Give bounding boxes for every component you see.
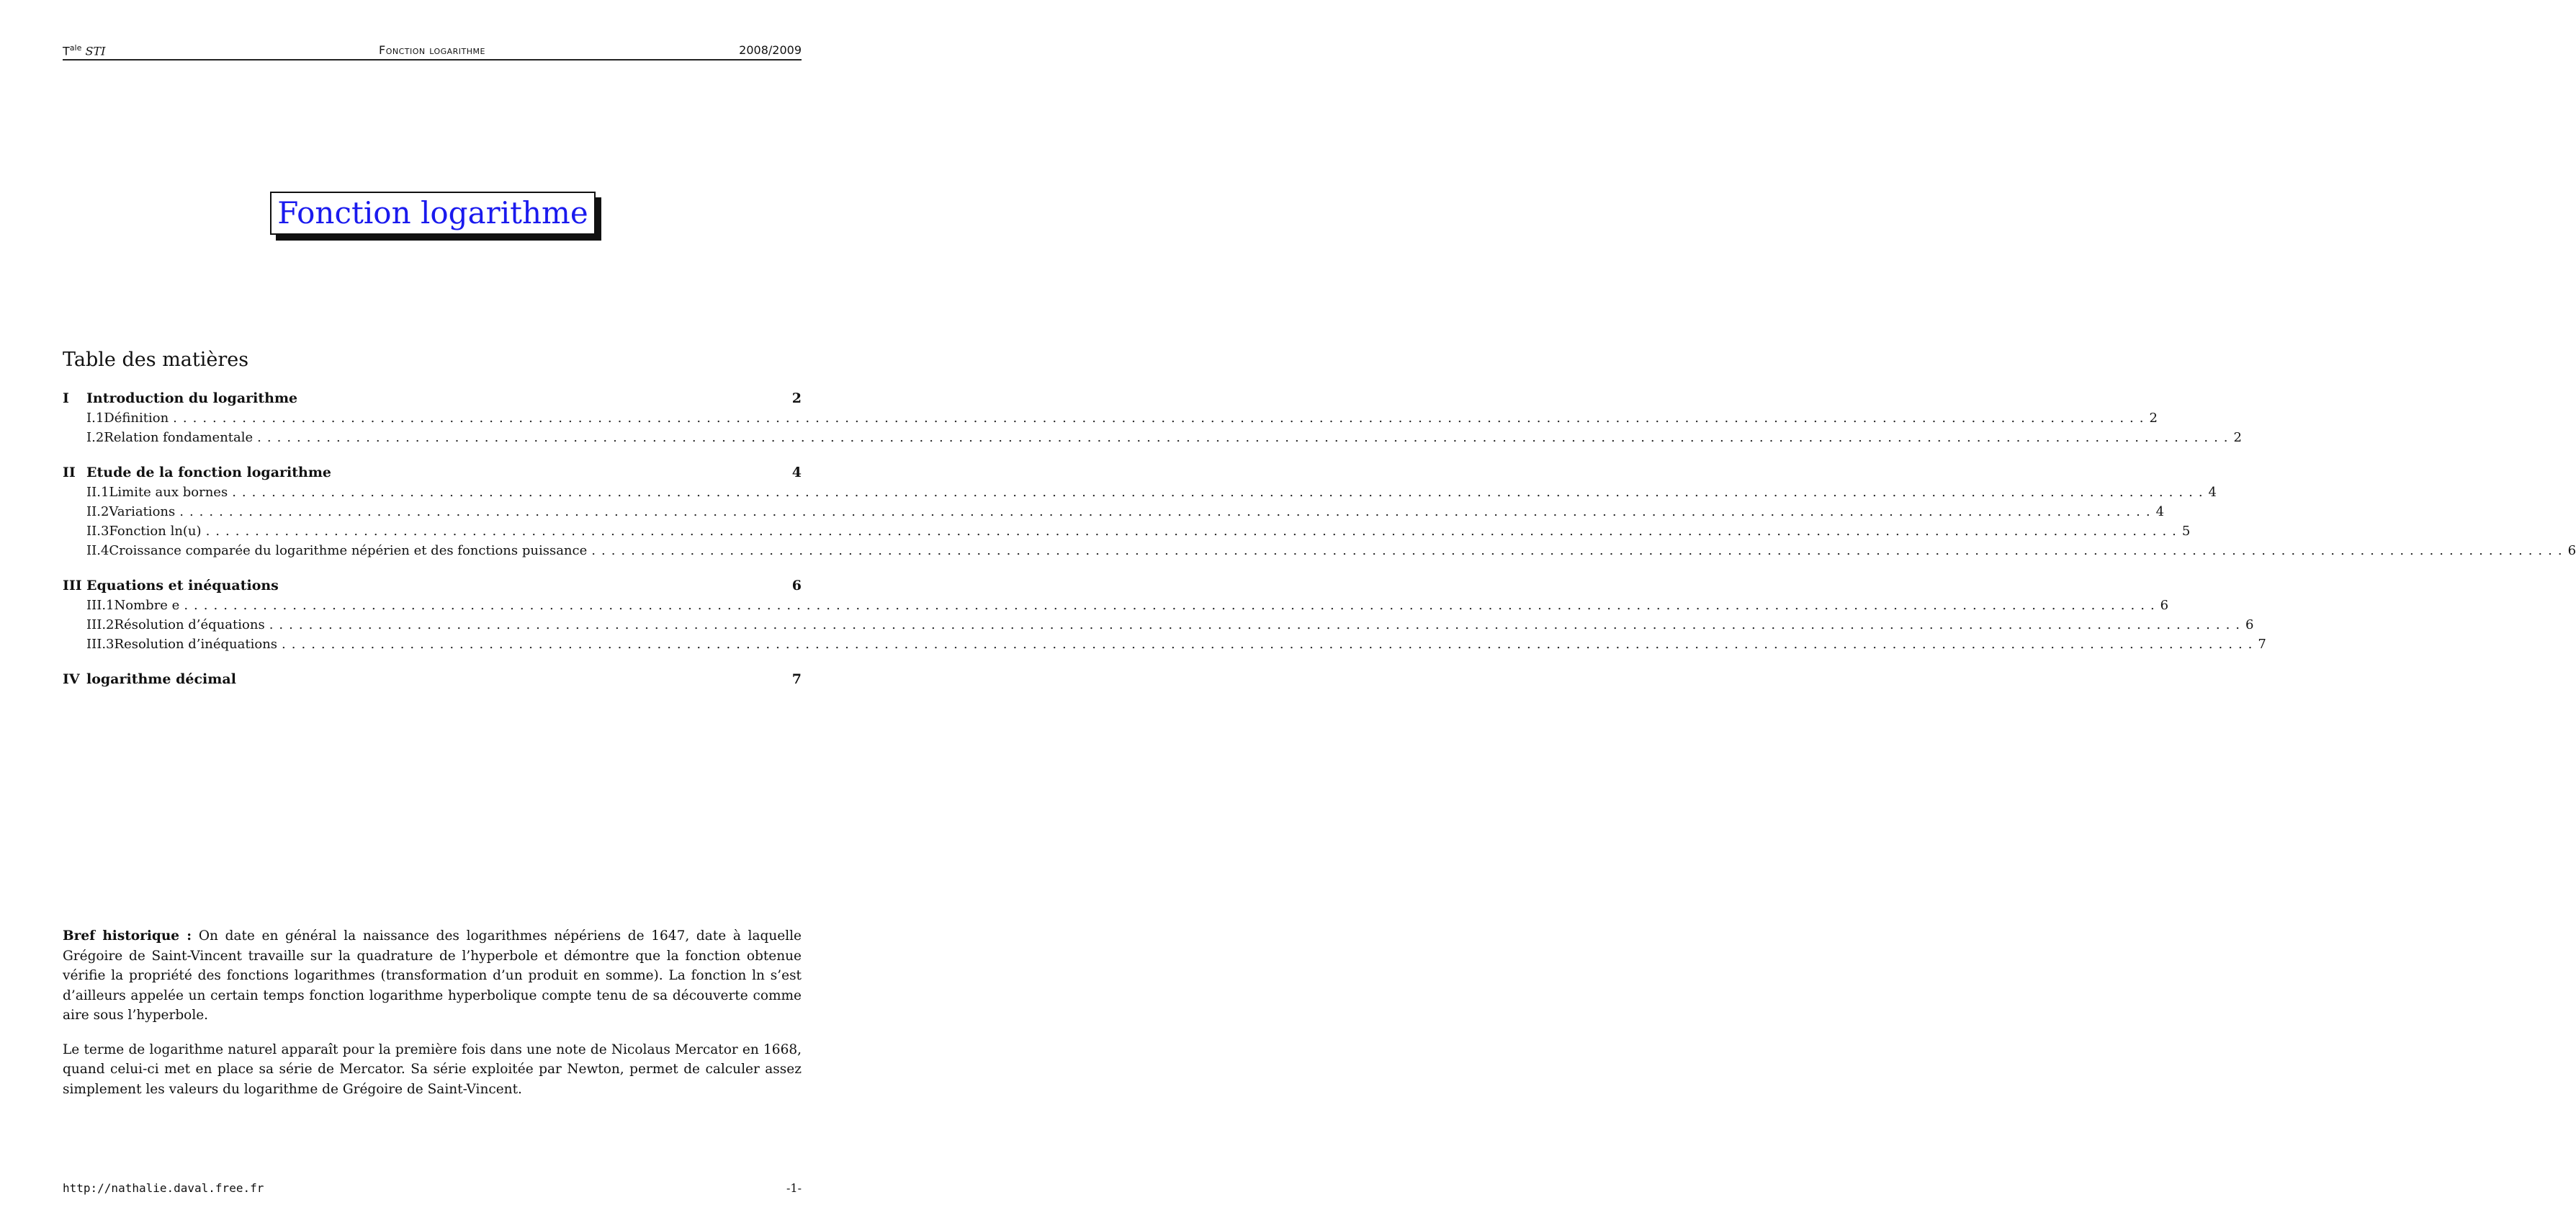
toc-number: III.3 — [86, 637, 115, 652]
toc-number: II — [63, 465, 76, 480]
toc-leader-dots: ........................................................................................................................................................................................................ — [205, 524, 2182, 539]
toc-number: II.2 — [86, 504, 109, 519]
toc-leader-dots: ........................................................................................................................................................................................................ — [232, 485, 2209, 500]
toc-page-number: 6 — [2567, 543, 2576, 558]
toc-gap — [63, 654, 802, 670]
toc-leader-dots — [336, 463, 773, 483]
document-title: Fonction logarithme — [270, 192, 596, 235]
toc-subsection[interactable] — [63, 521, 2191, 541]
toc-label: Croissance comparée du logarithme népérien et des fonctions puissance — [109, 543, 588, 558]
header-title: Fonction logarithme — [379, 43, 485, 57]
history-paragraph-1 — [63, 926, 802, 1026]
toc-section[interactable] — [63, 463, 802, 483]
toc-label: Limite aux bornes — [109, 485, 228, 500]
toc-number: III.1 — [86, 598, 115, 613]
toc-subsection[interactable] — [63, 428, 2242, 447]
toc-section[interactable] — [63, 389, 802, 408]
toc-heading: Table des matières — [63, 349, 249, 371]
toc-label: Etude de la fonction logarithme — [86, 465, 332, 480]
toc-number: II.3 — [86, 524, 109, 539]
history-paragraph-2: Le terme de logarithme naturel apparaît pour la première fois dans une note de Nicolaus Mercator en 1668, quand celui-ci met en place sa série de Mercator. Sa série exploitée par Newton, permet de calculer assez simplement les valeurs du logarithme de Grégoire de Saint-Vincent. — [63, 1041, 802, 1097]
toc-page-number: 2 — [2233, 430, 2242, 445]
toc-gap — [63, 560, 802, 576]
toc-section[interactable] — [63, 670, 802, 689]
toc-subsection[interactable] — [63, 541, 2576, 560]
toc-page-number: 4 — [791, 465, 802, 480]
toc-number: II.1 — [86, 485, 109, 500]
toc-page-number: 6 — [2160, 598, 2169, 613]
toc-label: Equations et inéquations — [86, 578, 279, 593]
toc-subsection[interactable] — [63, 408, 2158, 428]
toc-number: I.2 — [86, 430, 104, 445]
toc-number: I — [63, 390, 69, 406]
toc-subsection[interactable] — [63, 502, 2165, 521]
history-text-1: On date en général la naissance des logarithmes népériens de 1647, date à laquelle Grégoire de Saint-Vincent travaille sur la quadrature de l’hyperbole et démontre que la fonction obtenue vérifie la propriété des fonctions logarithmes (transformation d’un produit en somme). La fonction ln s’est d’ailleurs appelée un certain temps fonction logarithme hyperbolique compte tenu de sa découverte comme aire sous l’hyperbole. — [63, 928, 802, 1023]
toc-page-number: 7 — [791, 671, 802, 687]
toc-number: III — [63, 578, 82, 593]
toc-page-number: 6 — [791, 578, 802, 593]
toc-page-number: 2 — [791, 390, 802, 406]
header-level: T — [63, 44, 70, 58]
history-section — [63, 926, 802, 1114]
toc-label: Resolution d’inéquations — [114, 637, 278, 652]
toc-page-number: 2 — [2149, 411, 2158, 426]
toc-gap — [63, 447, 802, 463]
footer-url[interactable]: http://nathalie.daval.free.fr — [63, 1181, 264, 1195]
toc-label: Définition — [104, 411, 169, 426]
toc-label: Fonction ln(u) — [109, 524, 202, 539]
toc-subsection[interactable] — [63, 483, 2217, 502]
toc-label: Introduction du logarithme — [86, 390, 298, 406]
toc-leader-dots: ........................................................................................................................................................................................................ — [257, 430, 2234, 445]
toc-label: Résolution d’équations — [114, 617, 265, 632]
footer-page-number: -1- — [786, 1181, 802, 1195]
toc-subsection[interactable] — [63, 615, 2254, 635]
toc-number: I.1 — [86, 411, 104, 426]
toc-leader-dots: ........................................................................................................................................................................................................ — [184, 598, 2160, 613]
toc-subsection[interactable] — [63, 596, 2169, 615]
toc-label: Nombre e — [114, 598, 180, 613]
toc-number: IV — [63, 671, 80, 687]
toc-number: II.4 — [86, 543, 109, 558]
page-footer — [63, 1181, 802, 1195]
toc-label: logarithme décimal — [86, 671, 236, 687]
toc-page-number: 4 — [2155, 504, 2165, 519]
toc-leader-dots: ........................................................................................................................................................................................................ — [282, 637, 2258, 652]
toc-page-number: 6 — [2245, 617, 2254, 632]
history-lead: Bref historique : — [63, 928, 192, 944]
header-year: 2008/2009 — [739, 43, 802, 57]
toc-leader-dots: ........................................................................................................................................................................................................ — [179, 504, 2156, 519]
toc-leader-dots: ........................................................................................................................................................................................................ — [591, 543, 2568, 558]
toc-page-number: 4 — [2208, 485, 2217, 500]
toc-section[interactable] — [63, 576, 802, 596]
table-of-contents — [63, 389, 2576, 689]
toc-leader-dots: ........................................................................................................................................................................................................ — [269, 617, 2246, 632]
header-class-name: STI — [85, 44, 106, 58]
toc-page-number: 5 — [2181, 524, 2191, 539]
toc-subsection[interactable] — [63, 635, 2266, 654]
toc-leader-dots — [302, 389, 773, 408]
toc-leader-dots — [241, 670, 773, 689]
toc-number: III.2 — [86, 617, 115, 632]
page-header — [63, 42, 802, 61]
toc-leader-dots — [283, 576, 773, 596]
header-level-sup: ale — [69, 43, 82, 53]
toc-label: Variations — [109, 504, 176, 519]
toc-leader-dots: ........................................................................................................................................................................................................ — [173, 411, 2150, 426]
toc-label: Relation fondamentale — [104, 430, 253, 445]
toc-page-number: 7 — [2258, 637, 2266, 652]
